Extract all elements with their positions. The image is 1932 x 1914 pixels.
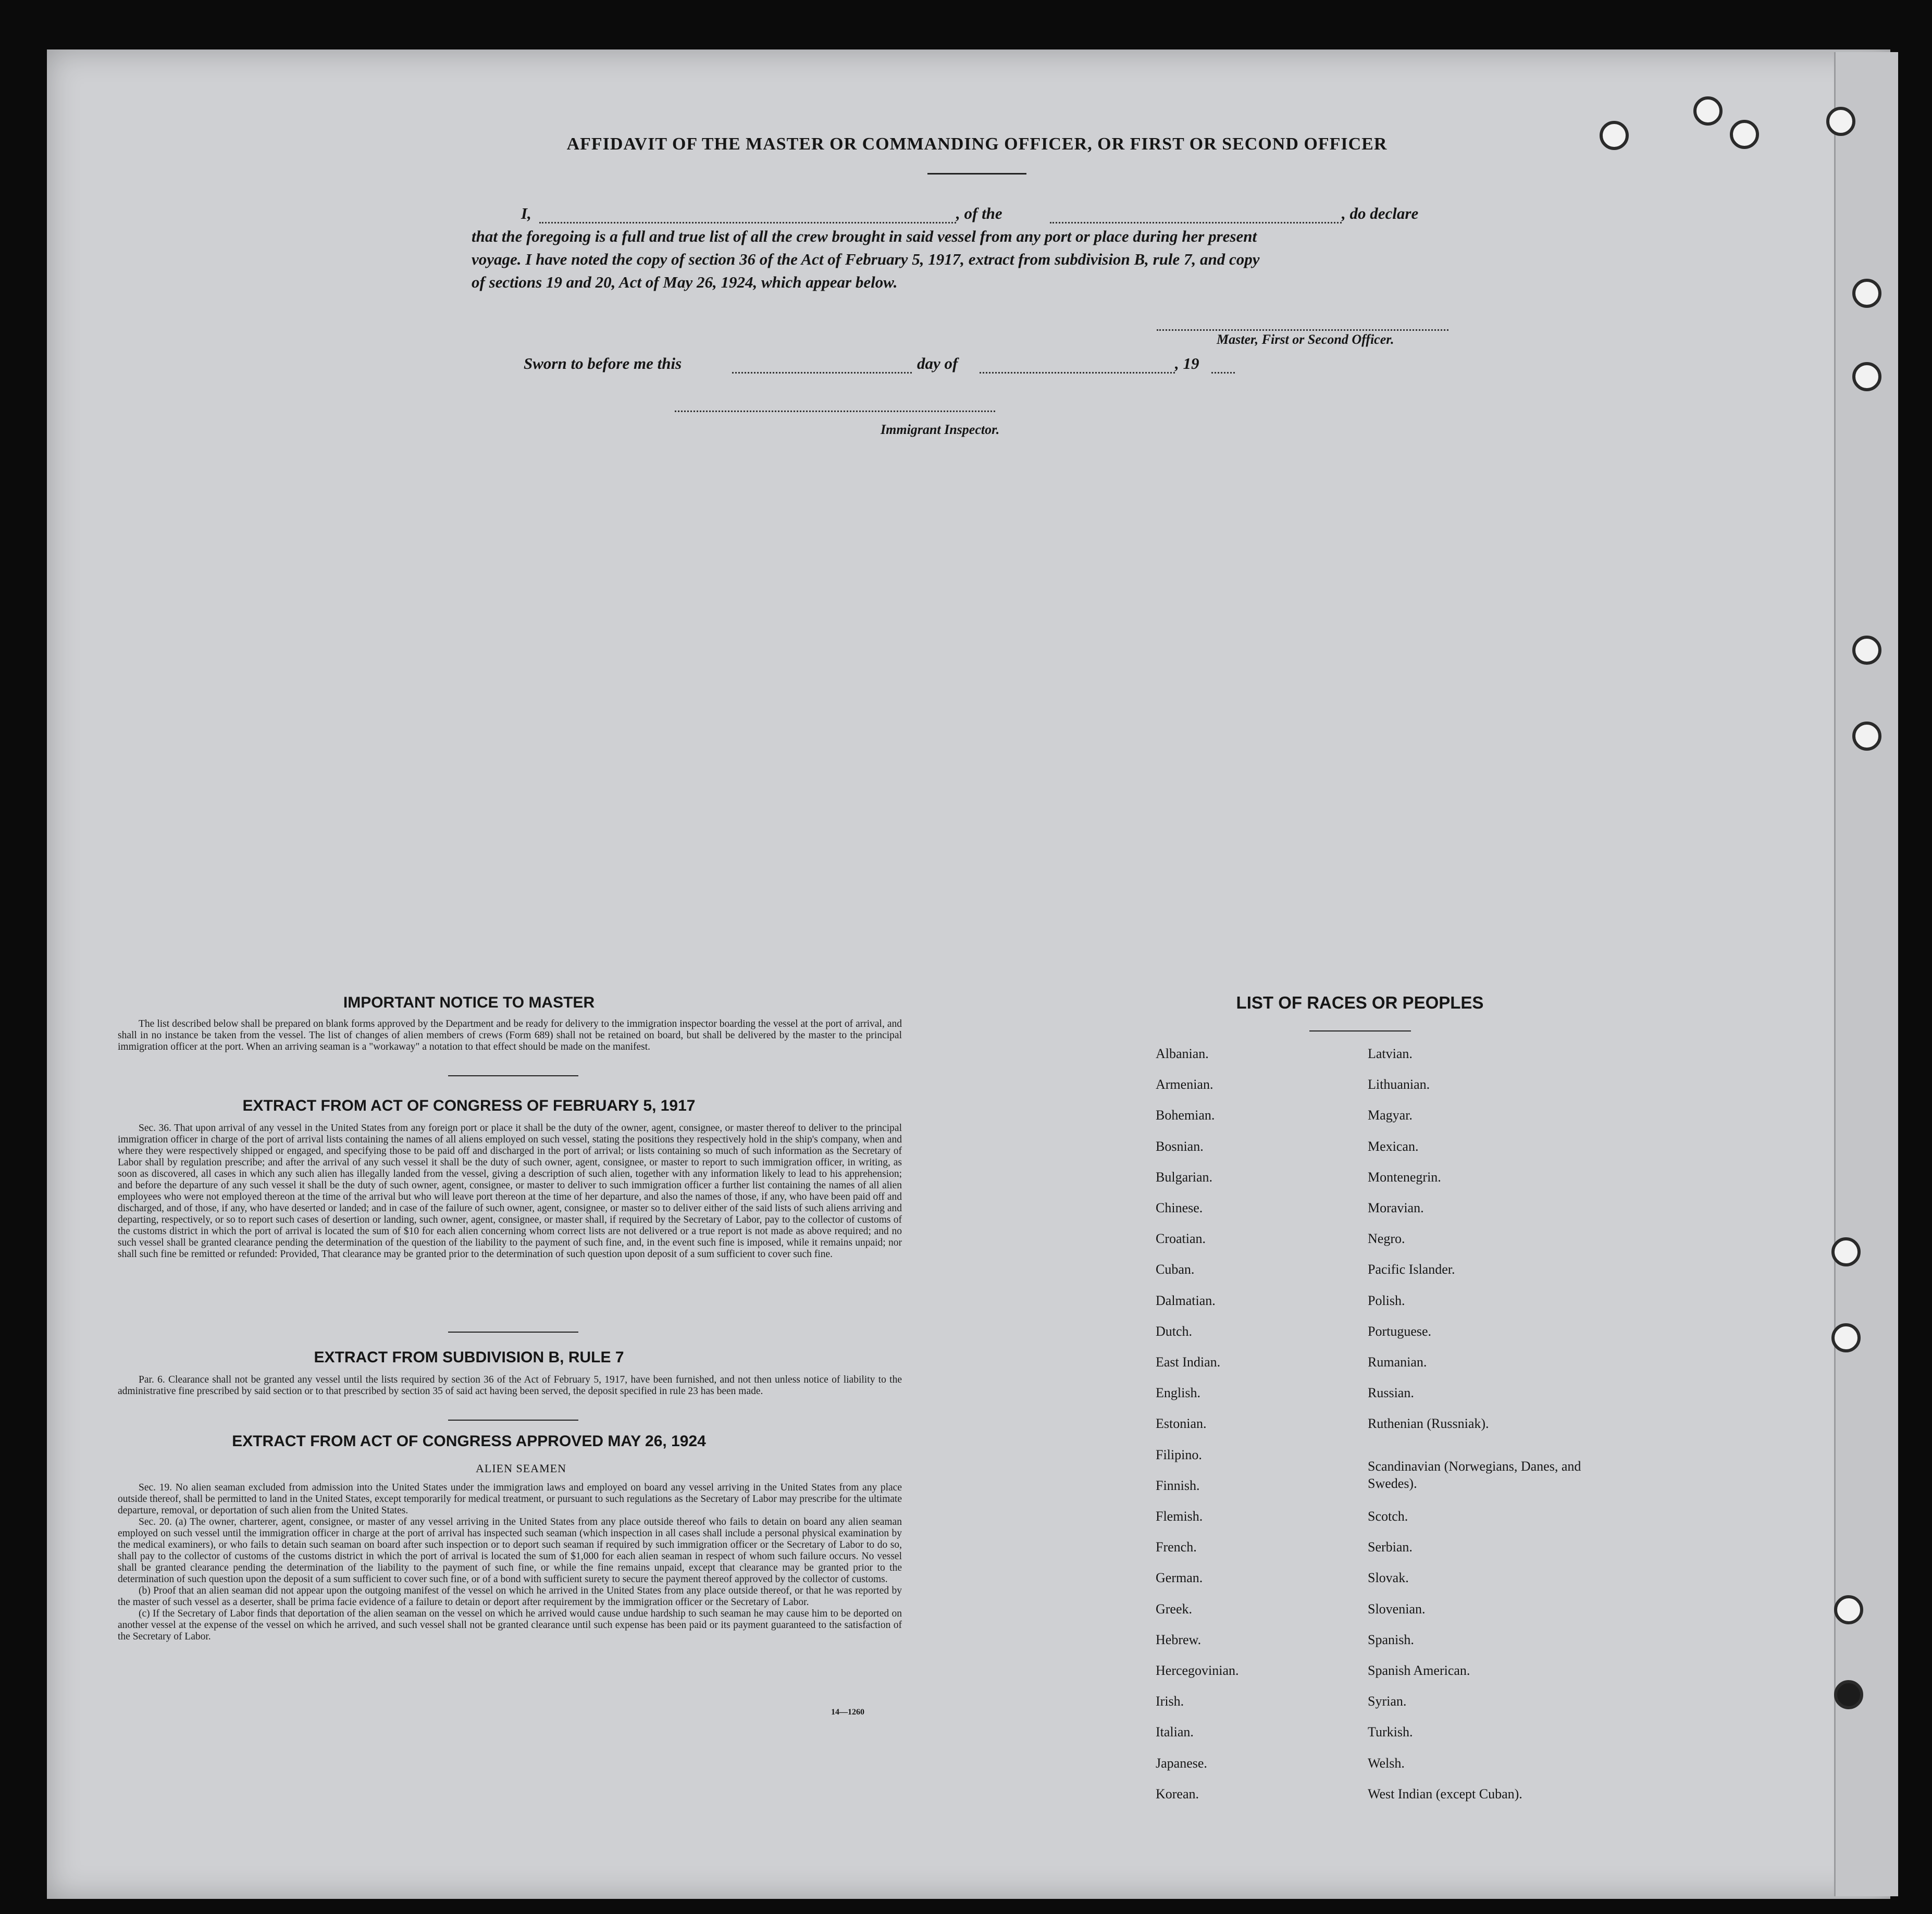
race-item: Lithuanian.: [1368, 1077, 1430, 1092]
race-item: Chinese.: [1156, 1200, 1203, 1215]
race-item: Flemish.: [1156, 1509, 1203, 1524]
section-divider: [448, 1420, 578, 1421]
race-item: Slovak.: [1368, 1570, 1409, 1586]
declaration-i: I,: [521, 204, 531, 222]
punch-hole: [1730, 120, 1759, 149]
race-item: Dalmatian.: [1156, 1292, 1216, 1308]
sworn-year: , 19: [1175, 354, 1199, 372]
race-item: Bulgarian.: [1156, 1169, 1213, 1185]
punch-hole: [1852, 722, 1881, 751]
race-item: Italian.: [1156, 1724, 1194, 1740]
race-item: Moravian.: [1368, 1200, 1424, 1215]
race-item: Serbian.: [1368, 1539, 1413, 1555]
sec-19-paragraph: Sec. 19. No alien seaman excluded from admission into the United States under the immigration laws and employed on board any vessel arriving in the United States from any place outside thereof, shall be permitted to land in the United States, except temporarily for medical treatment, or pursuant to such regulations as the Secretary of Labor may prescribe for the ultimate departure, removal, or deportation of such alien from the United States.: [118, 1482, 902, 1516]
race-item: Syrian.: [1368, 1694, 1407, 1709]
declaration-line-3: voyage. I have noted the copy of section 36 of the Act of February 5, 1917, extract from subdivision B, rule 7, and copy: [472, 250, 1260, 268]
sec-20b-paragraph: (b) Proof that an alien seaman did not appear upon the outgoing manifest of the vessel on which he arrived in the United States from any place outside thereof, or that he was reported by the master of such vessel as a deserter, shall be prima facie evidence of a failure to detain or deport after requirement by the immigration officer or the Secretary of Labor.: [118, 1585, 902, 1608]
race-item: Estonian.: [1156, 1416, 1207, 1432]
race-item: French.: [1156, 1539, 1197, 1555]
punch-hole: [1826, 107, 1855, 136]
extract-1917-text: [118, 1123, 902, 1260]
inspector-label: Immigrant Inspector.: [881, 422, 1000, 437]
race-item: Rumanian.: [1368, 1354, 1427, 1370]
race-item: Negro.: [1368, 1231, 1405, 1247]
race-item: Greek.: [1156, 1601, 1193, 1617]
race-item: Albanian.: [1156, 1046, 1209, 1061]
race-item: Mexican.: [1368, 1138, 1419, 1154]
rule-7-paragraph: Par. 6. Clearance shall not be granted any vessel until the lists required by section 36 of the Act of February 5, 1917, have been furnished, and not then unless notice of liability to the administrative fine prescribed by said section or to that prescribed by section 35 of said act having been served, the deposit specified in rule 23 has been made.: [118, 1374, 902, 1397]
race-item: Dutch.: [1156, 1323, 1193, 1339]
punch-hole: [1600, 121, 1629, 150]
sworn-text: Sworn to before me this: [524, 354, 682, 372]
punch-hole: [1852, 279, 1881, 308]
sec-20c-paragraph: (c) If the Secretary of Labor finds that deportation of the alien seaman on the vessel on which he arrived would cause undue hardship to such seaman he may cause him to be deported on another vessel at the expense of the vessel on which he arrived, and such vessel shall not be granted clearance until such expense has been paid or its payment guaranteed to the satisfaction of the Secretary of Labor.: [118, 1608, 902, 1642]
affidavit-title: AFFIDAVIT OF THE MASTER OR COMMANDING OFFICER, OR FIRST OR SECOND OFFICER: [566, 134, 1388, 154]
sec-20a-paragraph: Sec. 20. (a) The owner, charterer, agent, consignee, or master of any vessel arriving in the United States from any place outside thereof who fails to detain on board any alien seaman employed on such vessel until the immigration officer in charge at the port of arrival has inspected such seaman (which inspection in all cases shall include a personal physical examination by the medical examiners), or who fails to detain such seaman on board after such inspection or to deport such seaman if required by such immigration officer or the Secretary of Labor to do so, shall pay to the collector of customs of the customs district in which the port of arrival is located the sum of $1,000 for each alien seaman in respect of whom such failure occurs. No vessel shall be granted clearance pending the determination of the liability to the payment of such fine, or while the fine remains unpaid, except that clearance may be granted prior to the determination of such question upon the deposit of a sum sufficient to cover such fine, or of a bond with sufficient surety to secure the payment thereof approved by the collector of customs.: [118, 1517, 902, 1585]
race-item: Finnish.: [1156, 1477, 1200, 1493]
race-item: Hebrew.: [1156, 1632, 1202, 1647]
race-item: Slovenian.: [1368, 1601, 1426, 1617]
race-item: Cuban.: [1156, 1262, 1195, 1277]
master-signature-line[interactable]: [1157, 329, 1448, 331]
title-underline: [927, 173, 1026, 175]
race-item: German.: [1156, 1570, 1203, 1586]
races-title: LIST OF RACES OR PEOPLES: [1236, 993, 1484, 1012]
notice-title: IMPORTANT NOTICE TO MASTER: [343, 994, 595, 1011]
race-item: West Indian (except Cuban).: [1368, 1786, 1522, 1801]
race-item: Welsh.: [1368, 1755, 1405, 1771]
extract-rule7-text: [118, 1374, 902, 1397]
name-blank[interactable]: [539, 222, 956, 223]
race-item: Pacific Islander.: [1368, 1262, 1455, 1277]
vessel-blank[interactable]: [1050, 222, 1342, 223]
race-item: Scotch.: [1368, 1509, 1408, 1524]
master-signature-label: Master, First or Second Officer.: [1217, 332, 1394, 347]
race-item: Magyar.: [1368, 1108, 1413, 1123]
punch-hole: [1852, 362, 1881, 391]
race-item: Russian.: [1368, 1385, 1414, 1401]
race-item: Japanese.: [1156, 1755, 1207, 1771]
sworn-day-blank[interactable]: [732, 372, 912, 374]
section-divider: [448, 1332, 578, 1333]
sworn-day-of: day of: [917, 354, 958, 372]
race-item: Hercegovinian.: [1156, 1663, 1239, 1678]
race-item: Polish.: [1368, 1292, 1405, 1308]
race-item: Ruthenian (Russniak).: [1368, 1416, 1489, 1432]
races-title-underline: [1309, 1030, 1411, 1031]
declaration-line-2: that the foregoing is a full and true list of all the crew brought in said vessel from any port or place during her present: [472, 227, 1257, 245]
race-item: Filipino.: [1156, 1447, 1202, 1462]
punch-hole: [1831, 1323, 1861, 1352]
inspector-signature-line[interactable]: [675, 411, 995, 412]
race-item: Portuguese.: [1368, 1323, 1432, 1339]
sworn-month-blank[interactable]: [980, 372, 1175, 374]
section-divider: [448, 1075, 578, 1076]
notice-text: [118, 1018, 902, 1053]
punch-hole: [1834, 1595, 1863, 1624]
race-item: Croatian.: [1156, 1231, 1206, 1247]
race-item: Scandinavian (Norwegians, Danes, and Swedes).: [1368, 1458, 1581, 1491]
notice-paragraph: The list described below shall be prepared on blank forms approved by the Department and be ready for delivery to the immigration inspector boarding the vessel at the port of arrival, and shall in no instance be taken from the vessel. The list of changes of alien members of crews (Form 689) shall not be retained on board, but shall be delivered by the master to the principal immigration officer at the port. When an arriving seaman is a "workaway" a notation to that effect should be made on the manifest.: [118, 1018, 902, 1052]
punch-hole: [1852, 636, 1881, 665]
extract-rule7-title: EXTRACT FROM SUBDIVISION B, RULE 7: [314, 1349, 624, 1366]
race-item: Bohemian.: [1156, 1108, 1215, 1123]
punch-hole: [1831, 1237, 1861, 1266]
race-item: East Indian.: [1156, 1354, 1221, 1370]
race-item: Montenegrin.: [1368, 1169, 1441, 1185]
form-number: 14—1260: [831, 1708, 864, 1717]
punch-hole: [1834, 1680, 1863, 1709]
race-item: English.: [1156, 1385, 1200, 1401]
declaration-line-4: of sections 19 and 20, Act of May 26, 1924, which appear below.: [472, 273, 898, 291]
race-item: Turkish.: [1368, 1724, 1413, 1740]
punch-hole: [1693, 96, 1723, 126]
race-item: Spanish American.: [1368, 1663, 1470, 1678]
alien-seamen-subtitle: ALIEN SEAMEN: [476, 1462, 566, 1475]
extract-1924-title: EXTRACT FROM ACT OF CONGRESS APPROVED MAY 26, 1924: [232, 1433, 706, 1450]
declaration-of-the: , of the: [956, 204, 1002, 222]
race-item: Spanish.: [1368, 1632, 1414, 1647]
race-item: Korean.: [1156, 1786, 1199, 1801]
extract-1917-title: EXTRACT FROM ACT OF CONGRESS OF FEBRUARY 5, 1917: [242, 1097, 696, 1114]
declaration-do-declare: , do declare: [1342, 204, 1419, 222]
race-item: Latvian.: [1368, 1046, 1413, 1061]
sworn-year-blank[interactable]: [1211, 372, 1235, 374]
race-item: Irish.: [1156, 1694, 1184, 1709]
race-item: Bosnian.: [1156, 1138, 1204, 1154]
sec-36-paragraph: Sec. 36. That upon arrival of any vessel in the United States from any foreign port or place it shall be the duty of the owner, agent, consignee, or master thereof to deliver to the principal immigration officer in charge of the port of arrival lists containing the names of all aliens employed on such vessel, stating the positions they respectively hold in the ship's company, when and where they were respectively shipped or engaged, and specifying those to be paid off and discharged in the port of arrival; or lists containing so much of such information as the Secretary of Labor shall by regulation prescribe; and after the arrival of any such vessel it shall be the duty of such owner, agent, consignee, or master to report to such immigration officer, in writing, as soon as discovered, all cases in which any such alien has illegally landed from the vessel, giving a description of such alien, together with any information likely to lead to his apprehension; and before the departure of any such vessel it shall be the duty of such owner, agent, consignee, or master to deliver to such immigration officer a further list containing the names of all alien employees who were not employed thereon at the time of the arrival but who will leave port thereon at the time of her departure, and also the names of those, if any, who have been paid off and discharged, and of those, if any, who have deserted or landed; and in case of the failure of such owner, agent, consignee, or master so to deliver either of the said lists of such aliens arriving and departing, respectively, or so to report such cases of desertion or landing, such owner, agent, consignee, or master shall, if required by the Secretary of Labor, pay to the collector of customs of the customs district in which the port of arrival is located the sum of $10 for each alien concerning whom correct lists are not delivered or a true report is not made as above required; and no such vessel shall be granted clearance pending the determination of the question of the liability to the payment of such fine, and, in the event such fine is imposed, while it remains unpaid; nor shall such fine be remitted or refunded: Provided, That clearance may be granted prior to the determination of such question upon deposit of a sum sufficient to cover such fine.: [118, 1123, 902, 1260]
race-item: Armenian.: [1156, 1077, 1213, 1092]
extract-1924-text: [118, 1482, 902, 1643]
